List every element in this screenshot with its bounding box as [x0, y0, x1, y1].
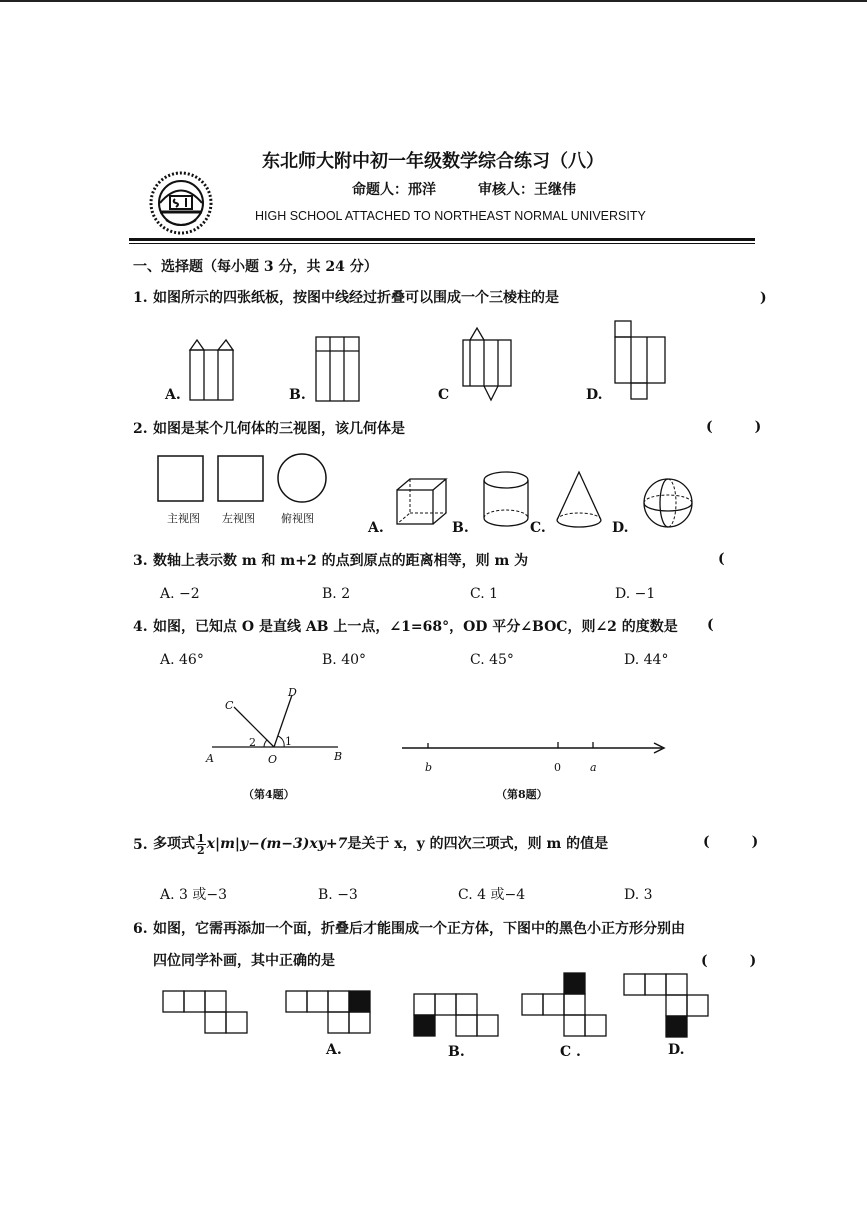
q5-text: 是关于 x，y 的四次三项式，则 m 的值是 — [347, 836, 609, 852]
q3-number: 3. — [133, 553, 148, 569]
q3-text: 数轴上表示数 m 和 m+2 的点到原点的距离相等，则 m 为 — [153, 553, 529, 569]
q5-frac-den: 2 — [197, 843, 205, 857]
view-label-front: 主视图 — [167, 512, 200, 525]
fig4-label-d: D — [288, 686, 297, 699]
cylinder-figure — [482, 470, 530, 530]
figure-4-angles — [210, 685, 340, 755]
q5-option-b[interactable]: B. −3 — [318, 887, 358, 903]
q1-option-d[interactable]: D. — [586, 387, 603, 403]
q5-expression: x|m|y−(m−3)xy+7 — [206, 836, 348, 852]
q2-option-d[interactable]: D. — [612, 520, 629, 536]
q6-net-d — [623, 973, 709, 1041]
fig8-caption: （第8题） — [496, 788, 548, 801]
fig4-label-o: O — [268, 753, 278, 766]
q3-option-a[interactable]: A. −2 — [160, 586, 200, 602]
cube-figure — [396, 478, 448, 526]
header-divider-thin — [129, 243, 755, 244]
q4-bracket: ( — [707, 617, 714, 633]
view-label-side: 左视图 — [222, 512, 255, 525]
q5-number: 5. — [133, 837, 148, 853]
q1-option-a[interactable]: A. — [165, 387, 181, 403]
cone-figure — [555, 470, 603, 532]
top-border-line — [0, 0, 867, 2]
q6-option-d[interactable]: D. — [668, 1042, 685, 1058]
q6-option-b[interactable]: B. — [448, 1044, 465, 1060]
q5-fraction — [196, 833, 206, 856]
fig4-label-c: C — [225, 699, 234, 712]
q1-figure-d — [614, 320, 668, 402]
q4-option-d[interactable]: D. 44° — [624, 652, 669, 668]
fig8-label-a: a — [590, 761, 597, 774]
page-title: 东北师大附中初一年级数学综合练习（八） — [262, 151, 604, 172]
q2-option-c[interactable]: C. — [530, 520, 546, 536]
q1-figure-b — [315, 336, 361, 402]
figure-8-number-line — [402, 738, 668, 758]
q6-option-c[interactable]: C . — [560, 1044, 581, 1060]
fig8-label-b: b — [425, 761, 433, 774]
q4-option-b[interactable]: B. 40° — [322, 652, 367, 668]
fig4-label-a: A — [206, 752, 214, 765]
q6-option-a[interactable]: A. — [326, 1042, 342, 1058]
q6-net-c — [521, 972, 607, 1040]
author-line: 命题人：邢洋 审核人：王继伟 — [352, 182, 576, 198]
q2-option-a[interactable]: A. — [368, 520, 384, 536]
sphere-figure — [642, 477, 694, 529]
front-view — [157, 455, 205, 503]
fig4-angle-2: 2 — [249, 736, 256, 749]
q1-option-c[interactable]: C — [438, 387, 450, 403]
fig8-label-zero: 0 — [554, 761, 561, 774]
q5-line — [153, 830, 608, 858]
q6-number: 6. — [133, 921, 148, 937]
q1-figure-c — [462, 326, 514, 404]
school-logo — [146, 168, 216, 238]
q4-option-c[interactable]: C. 45° — [470, 652, 514, 668]
q1-number: 1. — [133, 290, 148, 306]
q4-option-a[interactable]: A. 46° — [160, 652, 204, 668]
q1-option-b[interactable]: B. — [289, 387, 306, 403]
q6-text-line2: 四位同学补画，其中正确的是 — [153, 953, 335, 969]
q5-option-c[interactable]: C. 4 或−4 — [458, 887, 526, 903]
q5-frac-num: 1 — [197, 831, 205, 845]
fig4-angle-1: 1 — [285, 735, 292, 748]
q1-text: 如图所示的四张纸板，按图中线经过折叠可以围成一个三棱柱的是 — [153, 290, 559, 306]
view-label-top: 俯视图 — [281, 512, 314, 525]
q5-pre: 多项式 — [153, 836, 195, 852]
q3-option-b[interactable]: B. 2 — [322, 586, 351, 602]
q6-net-b — [413, 993, 499, 1041]
q4-number: 4. — [133, 619, 148, 635]
q6-base-net — [162, 990, 248, 1038]
q6-bracket: ( ) — [701, 953, 757, 969]
side-view — [217, 455, 265, 503]
q2-number: 2. — [133, 421, 148, 437]
q1-figure-a — [189, 338, 235, 402]
q2-bracket: ( ) — [706, 419, 762, 435]
fig4-label-b: B — [334, 750, 343, 763]
q3-option-c[interactable]: C. 1 — [470, 586, 499, 602]
q4-text: 如图，已知点 O 是直线 AB 上一点，∠1=68°，OD 平分∠BOC，则∠2 的度数是 — [153, 619, 678, 635]
q6-net-a — [285, 990, 371, 1038]
school-name-en: HIGH SCHOOL ATTACHED TO NORTHEAST NORMAL UNIVERSITY — [255, 209, 646, 223]
q6-text-line1: 如图，它需再添加一个面，折叠后才能围成一个正方体，下图中的黑色小正方形分别由 — [153, 921, 685, 937]
section-heading: 一、选择题（每小题 3 分，共 24 分） — [133, 259, 378, 275]
q5-option-d[interactable]: D. 3 — [624, 887, 653, 903]
q5-bracket: ( ) — [703, 834, 759, 850]
q3-option-d[interactable]: D. −1 — [615, 586, 656, 602]
q2-text: 如图是某个几何体的三视图，该几何体是 — [153, 421, 405, 437]
header-divider — [129, 238, 755, 241]
q3-bracket: ( — [718, 551, 725, 567]
q5-option-a[interactable]: A. 3 或−3 — [160, 887, 228, 903]
top-view — [276, 452, 328, 504]
q2-option-b[interactable]: B. — [452, 520, 469, 536]
q1-bracket: ) — [760, 290, 767, 306]
fig4-caption: （第4题） — [243, 788, 295, 801]
